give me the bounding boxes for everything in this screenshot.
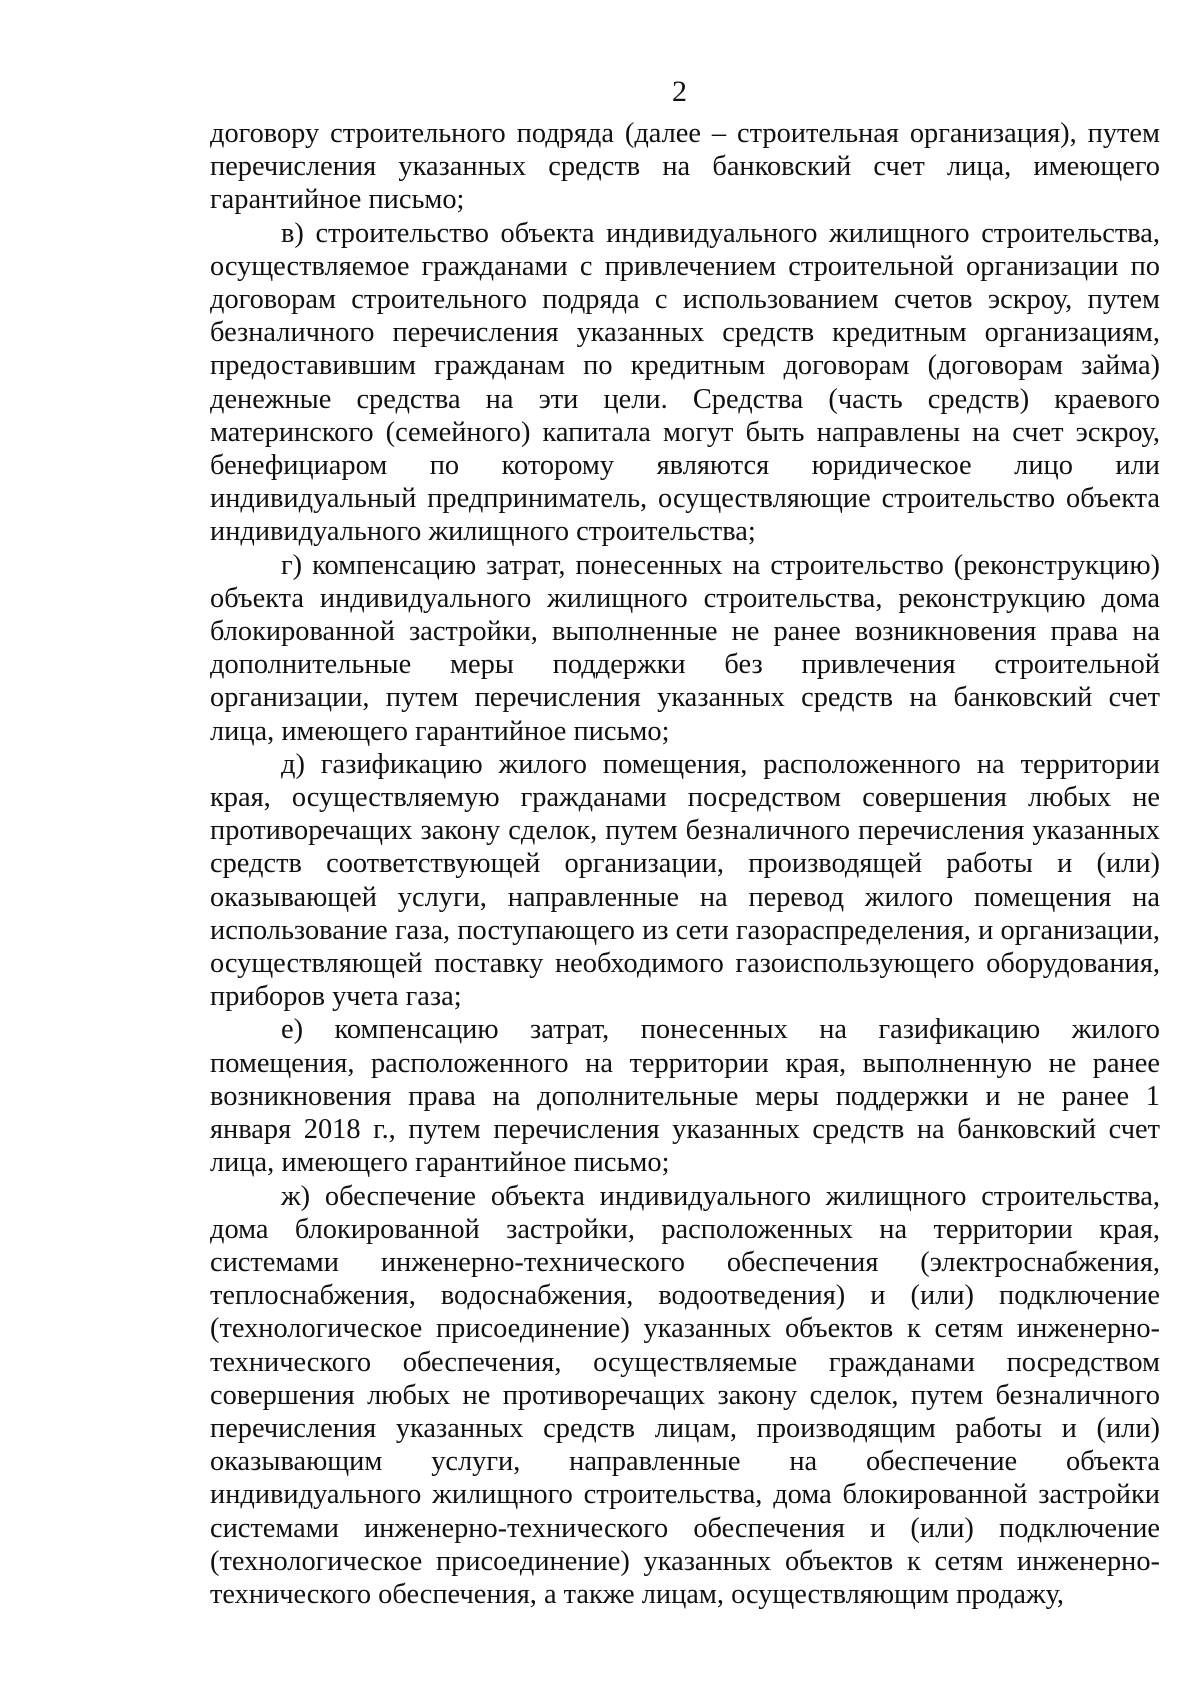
- paragraph-item-v: в) строительство объекта индивидуального жилищного строительства, осуществляемое гражданами с привлечением строительной организации по договорам строительного подряда с использованием счетов эскроу, путем безналичного перечисления указанных средств кредитным организациям, предоставившим гражданам по кредитным договорам (договорам займа) денежные средства на эти цели. Средства (часть средств) краевого материнского (семейного) капитала могут быть направлены на счет эскроу, бенефициаром по которому являются юридическое лицо или индивидуальный предприниматель, осуществляющие строительство объекта индивидуального жилищного строительства;: [210, 217, 1160, 548]
- document-body: [210, 117, 1160, 1611]
- paragraph-item-e: е) компенсацию затрат, понесенных на газификацию жилого помещения, расположенного на территории края, выполненную не ранее возникновения права на дополнительные меры поддержки и не ранее 1 января 2018 г., путем перечисления указанных средств на банковский счет лица, имеющего гарантийное письмо;: [210, 1014, 1160, 1179]
- paragraph-item-d: д) газификацию жилого помещения, расположенного на территории края, осуществляемую гражданами посредством совершения любых не противоречащих закону сделок, путем безналичного перечисления указанных средств соответствующей организации, производящей работы и (или) оказывающей услуги, направленные на перевод жилого помещения на использование газа, поступающего из сети газораспределения, и организации, осуществляющей поставку необходимого газоиспользующего оборудования, приборов учета газа;: [210, 748, 1160, 1013]
- paragraph-continuation: договору строительного подряда (далее – строительная организация), путем перечисления указанных средств на банковский счет лица, имеющего гарантийное письмо;: [210, 118, 1160, 216]
- paragraph-item-zh: ж) обеспечение объекта индивидуального жилищного строительства, дома блокированной застройки, расположенных на территории края, системами инженерно-технического обеспечения (электроснабжения, теплоснабжения, водоснабжения, водоотведения) и (или) подключение (технологическое присоединение) указанных объектов к сетям инженерно-технического обеспечения, осуществляемые гражданами посредством совершения любых не противоречащих закону сделок, путем безналичного перечисления указанных средств лицам, производящим работы и (или) оказывающим услуги, направленные на обеспечение объекта индивидуального жилищного строительства, дома блокированной застройки системами инженерно-технического обеспечения и (или) подключение (технологическое присоединение) указанных объектов к сетям инженерно-технического обеспечения, а также лицам, осуществляющим продажу,: [210, 1180, 1160, 1610]
- paragraph-item-g: г) компенсацию затрат, понесенных на строительство (реконструкцию) объекта индивидуального жилищного строительства, реконструкцию дома блокированной застройки, выполненные не ранее возникновения права на дополнительные меры поддержки без привлечения строительной организации, путем перечисления указанных средств на банковский счет лица, имеющего гарантийное письмо;: [210, 549, 1160, 747]
- page-number: 2: [672, 75, 687, 108]
